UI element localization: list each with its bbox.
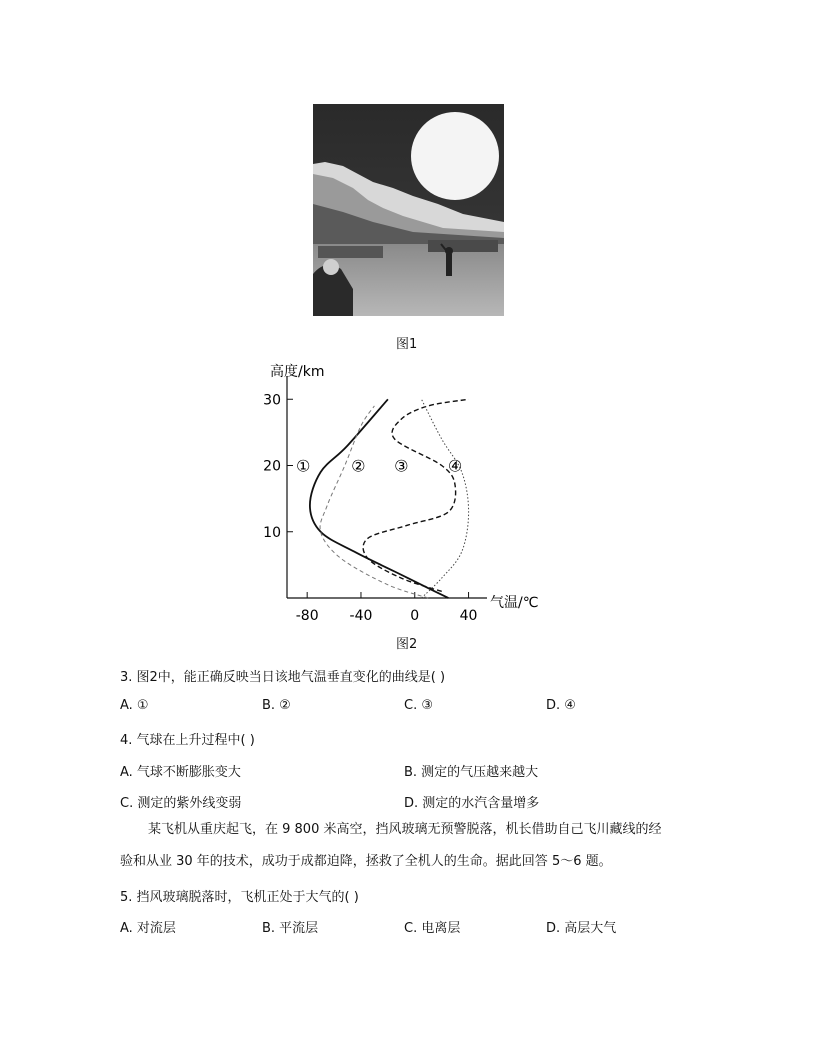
question-5-option-a: A. 对流层 bbox=[120, 921, 176, 936]
series-label-2: ② bbox=[351, 456, 366, 476]
question-3-stem: 3. 图2中，能正确反映当日该地气温垂直变化的曲线是( ) bbox=[120, 670, 446, 685]
question-4-option-b: B. 测定的气压越来越大 bbox=[404, 765, 539, 780]
question-5-option-c: C. 电离层 bbox=[404, 921, 461, 936]
question-4-option-c: C. 测定的紫外线变弱 bbox=[120, 796, 242, 811]
passage-line-1: 某飞机从重庆起飞，在 9 800 米高空，挡风玻璃无预警脱落，机长借助自己飞川藏线的经 bbox=[148, 822, 662, 837]
question-5-stem: 5. 挡风玻璃脱落时，飞机正处于大气的( ) bbox=[120, 890, 359, 905]
series-label-3: ③ bbox=[394, 456, 409, 476]
y-axis-label: 高度/km bbox=[270, 364, 325, 380]
y-tick-label: 30 bbox=[263, 392, 281, 409]
series-curve-2 bbox=[320, 406, 428, 598]
question-4-option-a: A. 气球不断膨胀变大 bbox=[120, 765, 241, 780]
y-tick-label: 10 bbox=[263, 524, 281, 541]
question-4-stem: 4. 气球在上升过程中( ) bbox=[120, 733, 255, 748]
chart-series bbox=[296, 399, 469, 598]
question-4-option-d: D. 测定的水汽含量增多 bbox=[404, 796, 540, 811]
series-curve-1 bbox=[310, 399, 449, 598]
question-3-option-d: D. ④ bbox=[546, 698, 576, 713]
series-curve-3 bbox=[363, 399, 469, 591]
temperature-height-chart bbox=[262, 356, 562, 641]
series-curve-4 bbox=[422, 399, 469, 598]
question-5-option-b: B. 平流层 bbox=[262, 921, 319, 936]
question-3-option-a: A. ① bbox=[120, 698, 149, 713]
series-label-4: ④ bbox=[447, 456, 463, 476]
x-tick-label: 40 bbox=[459, 608, 478, 624]
x-tick-label: -80 bbox=[295, 608, 319, 624]
question-3-option-b: B. ② bbox=[262, 698, 291, 713]
question-3-option-c: C. ③ bbox=[404, 698, 433, 713]
x-tick-label: -40 bbox=[349, 608, 373, 624]
figure2-caption: 图2 bbox=[396, 637, 418, 652]
passage-line-2: 验和从业 30 年的技术，成功于成都迫降，拯救了全机人的生命。据此回答 5～6 题。 bbox=[120, 854, 612, 869]
series-label-1: ① bbox=[295, 456, 311, 476]
y-tick-label: 20 bbox=[263, 458, 281, 475]
x-axis-label: 气温/℃ bbox=[490, 595, 539, 611]
x-tick-label: 0 bbox=[410, 608, 420, 624]
balloon-photo bbox=[313, 104, 504, 316]
figure1-caption: 图1 bbox=[396, 337, 418, 352]
question-5-option-d: D. 高层大气 bbox=[546, 921, 617, 936]
